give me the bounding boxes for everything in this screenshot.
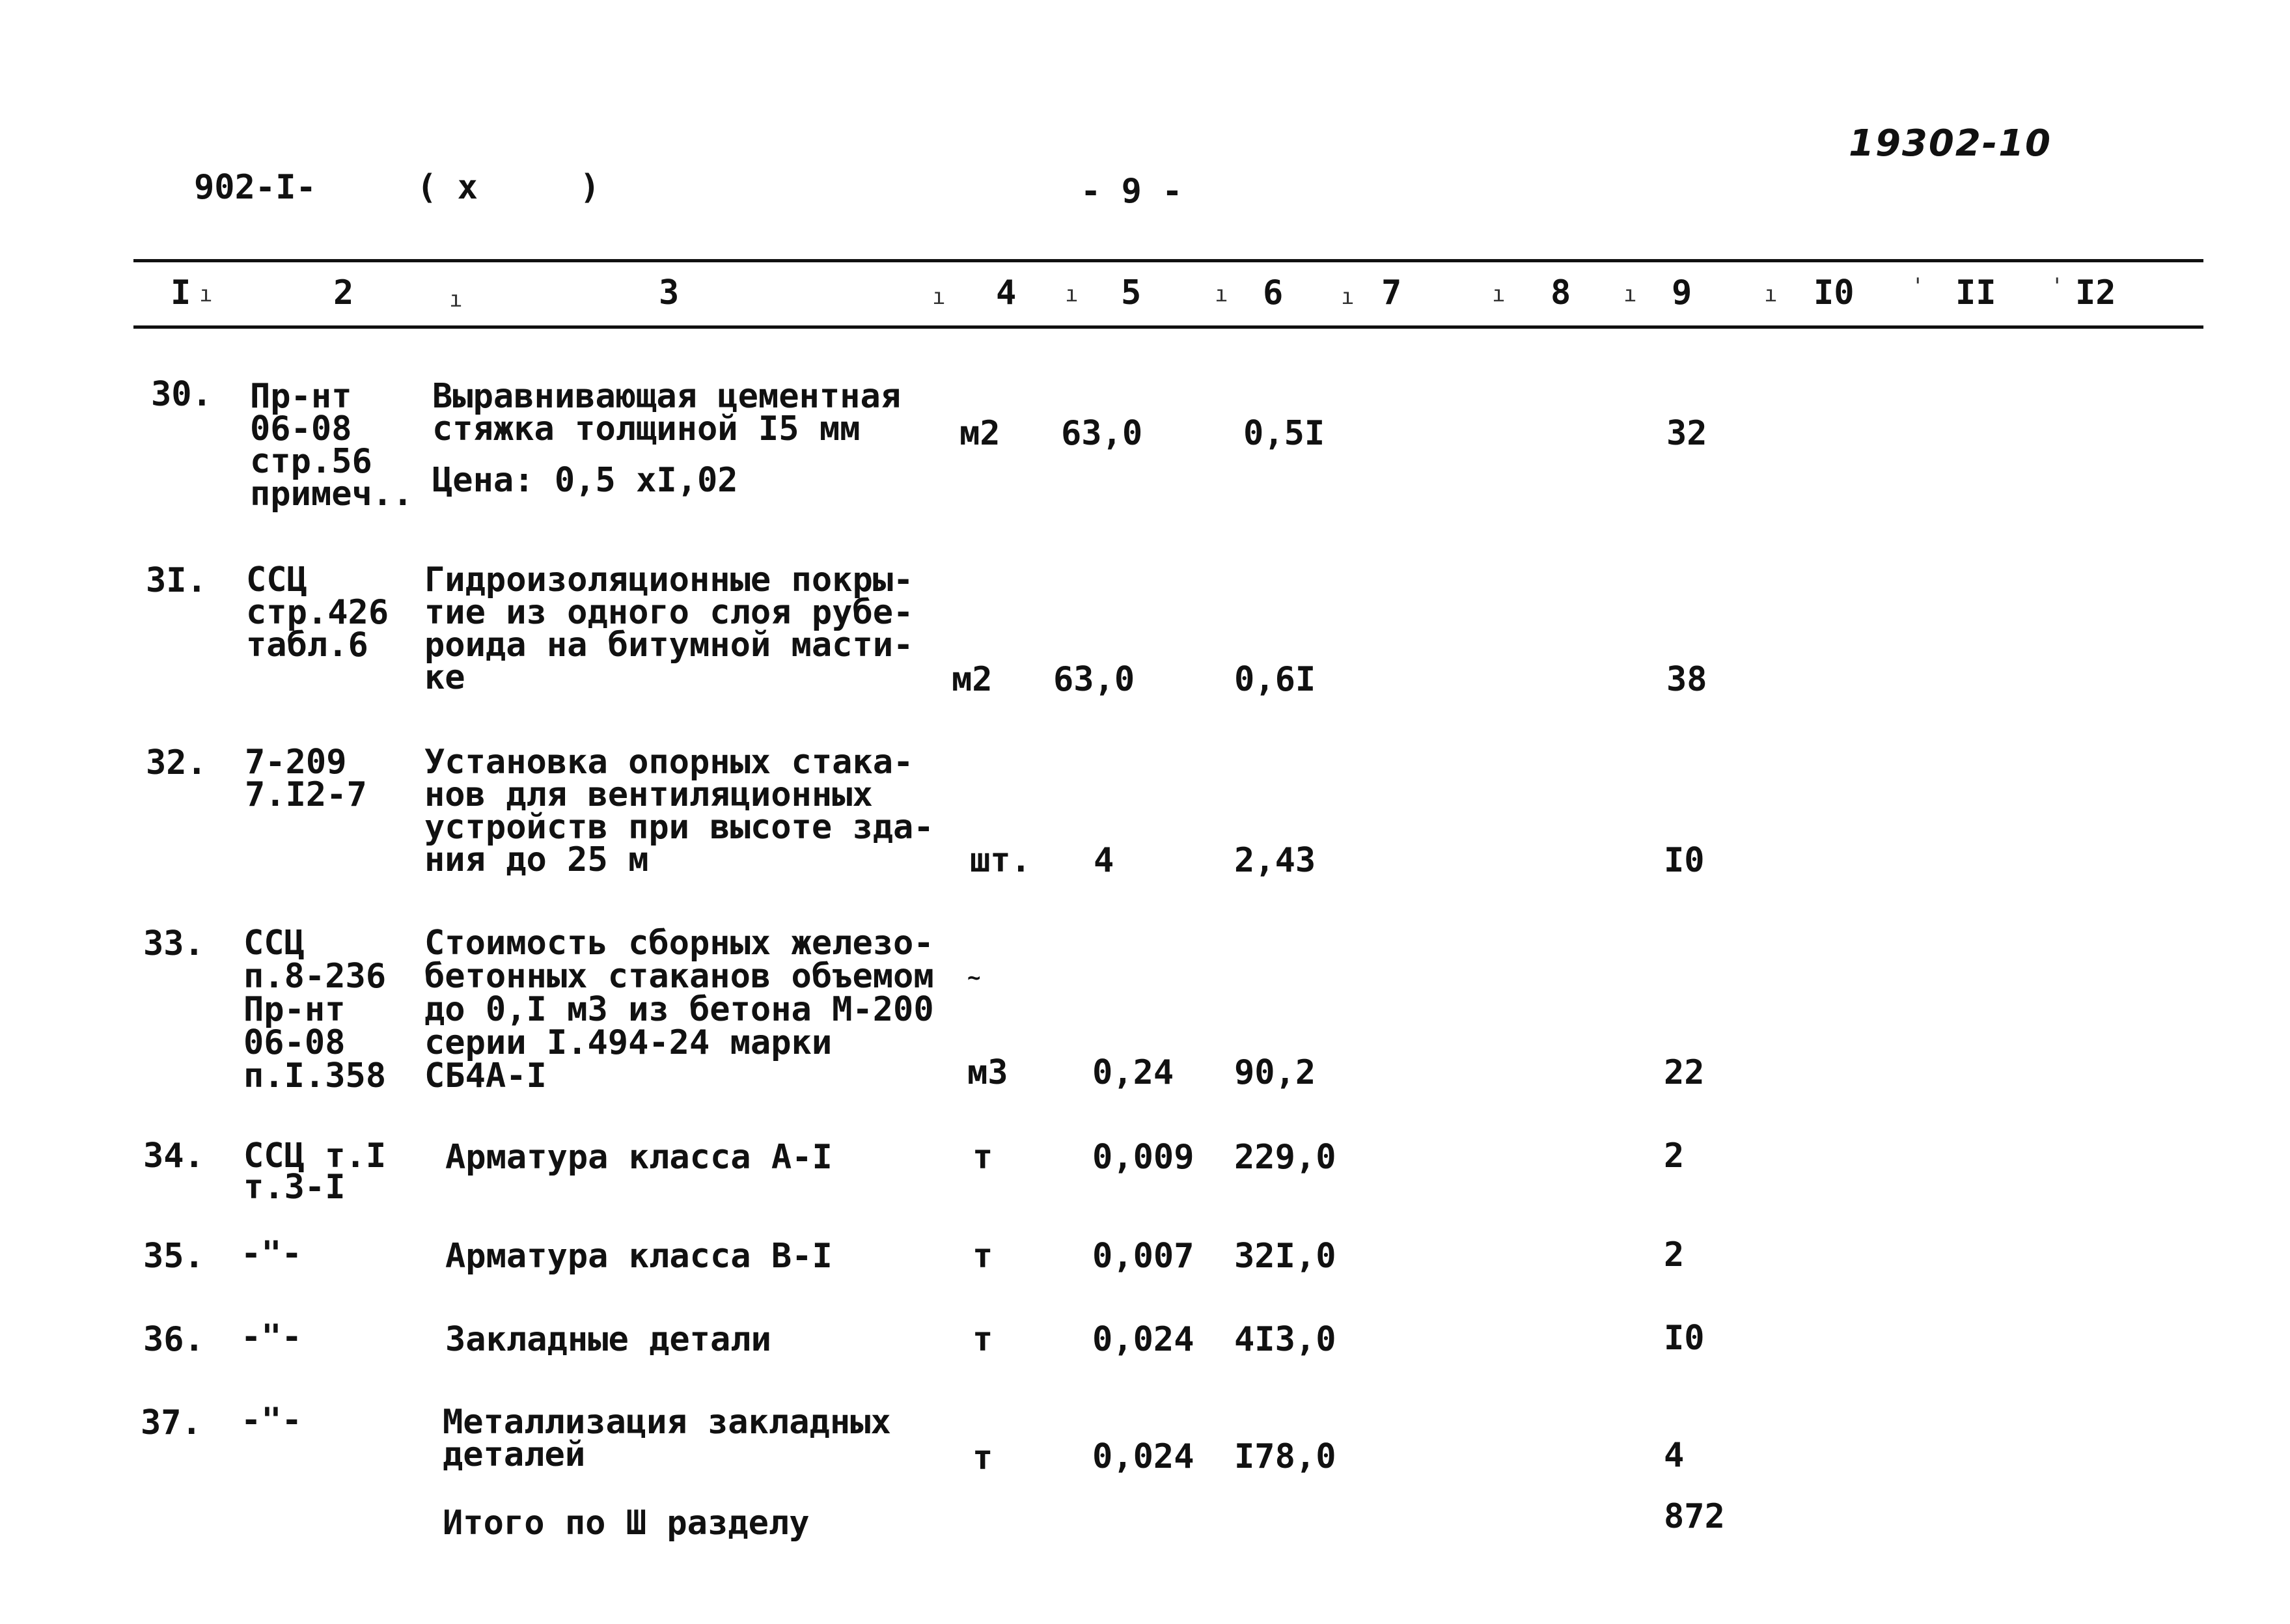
row-unit: т — [973, 1320, 993, 1359]
column-separator: ı — [1623, 281, 1637, 307]
row-unit: шт. — [970, 841, 1031, 880]
column-separator: ı — [449, 286, 463, 312]
row-reference: ССЦ п.8-236 Пр-нт 06-08 п.I.358 — [243, 924, 387, 1095]
row-description: Гидроизоляционные покры- тие из одного слоя рубе- роида на битумной масти- ке — [424, 560, 914, 697]
row-number: 35. — [143, 1237, 204, 1276]
row-unit: м2 — [952, 660, 993, 699]
row-unit-price: 0,5I — [1243, 414, 1325, 453]
row-description: Закладные детали — [445, 1320, 771, 1359]
row-total: 32 — [1666, 414, 1707, 453]
summary-label: Итого по Ш разделу — [443, 1504, 810, 1543]
row-total: 38 — [1666, 660, 1707, 699]
column-header-12: I2 — [2075, 273, 2116, 312]
row-reference: 7-209 7.I2-7 — [245, 743, 367, 814]
column-header-11: II — [1955, 273, 1996, 312]
table-top-rule — [133, 259, 2203, 262]
column-header-9: 9 — [1672, 273, 1692, 312]
row-number: 30. — [151, 375, 212, 414]
row-unit: т — [973, 1138, 993, 1177]
column-header-7: 7 — [1381, 273, 1402, 312]
column-header-3: 3 — [659, 273, 680, 312]
row-number: 34. — [143, 1136, 204, 1176]
column-header-6: 6 — [1263, 273, 1284, 312]
row-quantity: 0,009 — [1092, 1138, 1194, 1177]
column-separator: ı — [1764, 281, 1778, 307]
row-quantity: 63,0 — [1053, 660, 1135, 699]
column-separator: ı — [1215, 281, 1228, 307]
handwritten-stamp: 19302-10 — [1849, 122, 2052, 165]
row-unit-price: 90,2 — [1234, 1053, 1316, 1092]
row-quantity: 0,024 — [1092, 1437, 1194, 1476]
row-unit-price: I78,0 — [1234, 1437, 1336, 1476]
row-description: Стоимость сборных железо- бетонных стаканов объемом до 0,I м3 из бетона М-200 серии I.494-24 марки СБ4А-I — [424, 924, 934, 1095]
row-quantity: 0,007 — [1092, 1237, 1194, 1276]
column-header-1: I — [171, 273, 191, 312]
column-separator: ' — [1911, 273, 1925, 299]
row-number: 32. — [146, 743, 207, 782]
document-code: 902-I- — [194, 168, 316, 207]
row-description: Арматура класса В-I — [445, 1237, 833, 1276]
row-unit-price: 32I,0 — [1234, 1237, 1336, 1276]
row-total: I0 — [1664, 1319, 1705, 1358]
column-header-5: 5 — [1121, 273, 1142, 312]
row-quantity: 0,024 — [1092, 1320, 1194, 1359]
row-description: Выравнивающая цементная стяжка толщиной I5 мм — [432, 377, 902, 448]
page-number: - 9 - — [1081, 172, 1183, 211]
row-total: 2 — [1664, 1136, 1685, 1176]
row-price-note: Цена: 0,5 xI,02 — [432, 461, 738, 500]
column-separator: ı — [1065, 281, 1079, 307]
column-header-4: 4 — [996, 273, 1017, 312]
row-unit-price: 229,0 — [1234, 1138, 1336, 1177]
row-unit-price: 4I3,0 — [1234, 1320, 1336, 1359]
row-number: 33. — [143, 924, 204, 963]
dash-mark: ~ — [967, 965, 981, 991]
row-reference: -"- — [241, 1234, 302, 1273]
document-bracket: ( x ) — [417, 168, 600, 207]
column-separator: ı — [932, 284, 946, 310]
row-description: Металлизация закладных деталей — [443, 1403, 891, 1474]
column-separator: ı — [199, 281, 213, 307]
row-reference: ССЦ стр.426 табл.6 — [246, 560, 389, 665]
column-separator: ı — [1341, 284, 1355, 310]
row-unit: м2 — [959, 414, 1000, 453]
row-number: 37. — [141, 1403, 202, 1442]
row-quantity: 0,24 — [1092, 1053, 1174, 1092]
column-separator: ı — [1492, 281, 1506, 307]
row-reference: -"- — [241, 1401, 302, 1440]
row-unit: т — [973, 1438, 993, 1478]
table-header-bottom-rule — [133, 325, 2203, 329]
row-reference: ССЦ т.I т.3-I — [243, 1136, 387, 1207]
row-total: 4 — [1664, 1436, 1685, 1475]
row-total: 2 — [1664, 1235, 1685, 1274]
row-quantity: 63,0 — [1061, 414, 1143, 453]
column-header-8: 8 — [1551, 273, 1571, 312]
column-header-10: I0 — [1814, 273, 1855, 312]
row-reference: -"- — [241, 1317, 302, 1356]
row-number: 36. — [143, 1320, 204, 1359]
summary-total: 872 — [1664, 1497, 1725, 1536]
row-description: Установка опорных стака- нов для вентиляционных устройств при высоте зда- ния до 25 м — [424, 743, 934, 879]
row-total: I0 — [1664, 841, 1705, 880]
row-reference: Пр-нт 06-08 стр.56 примеч.. — [250, 377, 413, 514]
row-quantity: 4 — [1094, 841, 1114, 880]
row-unit-price: 0,6I — [1234, 660, 1316, 699]
row-unit-price: 2,43 — [1234, 841, 1316, 880]
row-unit: м3 — [967, 1053, 1008, 1092]
row-total: 22 — [1664, 1053, 1705, 1092]
row-number: 3I. — [146, 561, 207, 600]
column-header-2: 2 — [333, 273, 354, 312]
column-separator: ' — [2050, 273, 2064, 299]
row-description: Арматура класса А-I — [445, 1138, 833, 1177]
row-unit: т — [973, 1237, 993, 1276]
